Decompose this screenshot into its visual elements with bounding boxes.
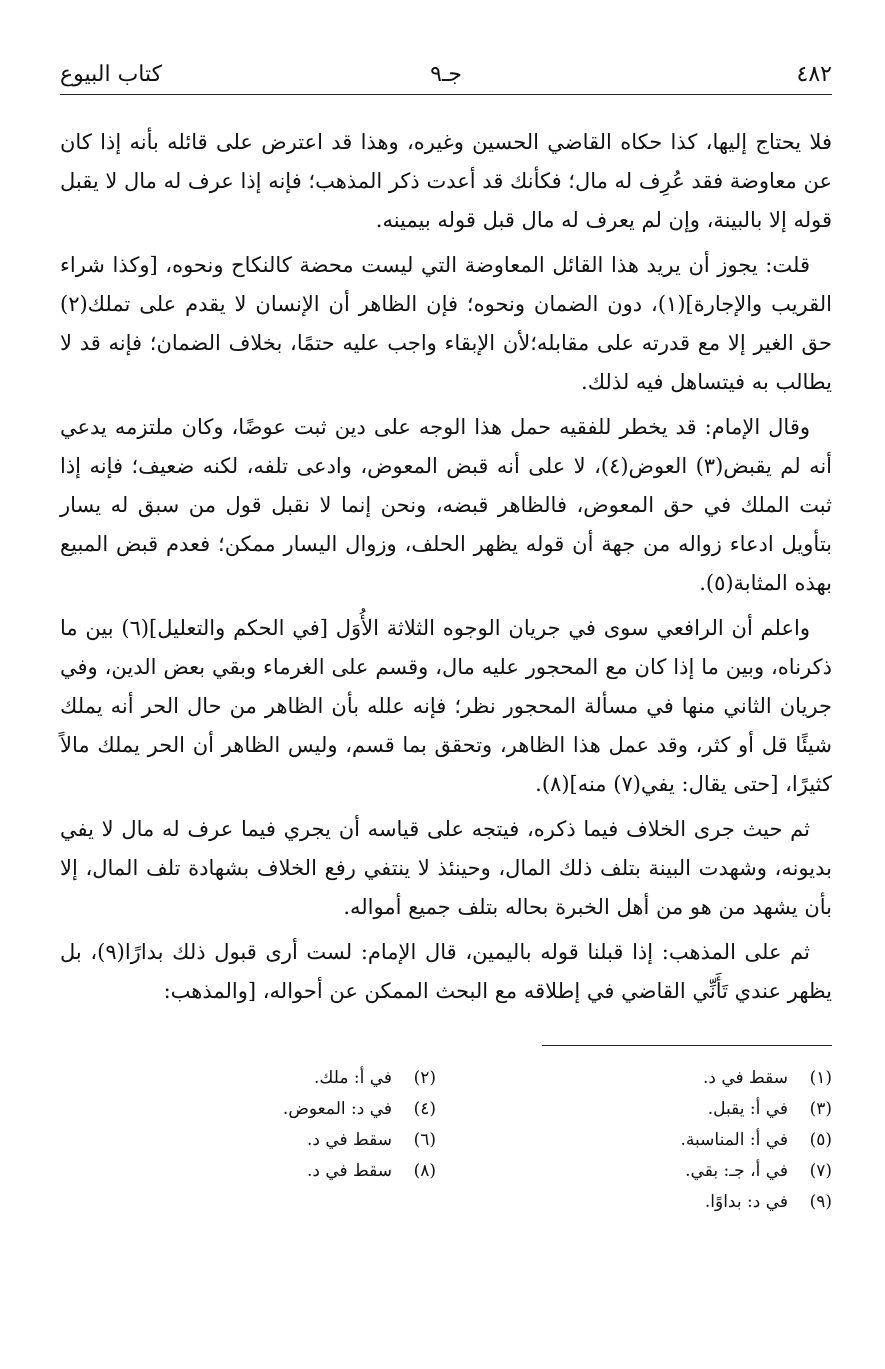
footnote-number: (٣) [809,1099,832,1119]
footnote [456,1157,832,1185]
footnote [456,1064,832,1092]
paragraph: قلت: يجوز أن يريد هذا القائل المعاوضة التي ليست محضة كالنكاح ونحوه، [وكذا شراء القريب والإجارة](١)، دون الضمان ونحوه؛ فإن الظاهر أن الإنسان لا يقدم على تملك(٢) حق الغير إلا مع قدرته على مقابله؛لأن الإبقاء واجب عليه حتمًا، بخلاف الضمان؛ فإنه قد لا يطالب به فيتساهل فيه لذلك. [60,253,832,394]
footnote-text: سقط في د. [306,1130,392,1150]
footnote-number: (١) [809,1068,832,1088]
footnote-text: في د: المعوض. [282,1099,392,1119]
footnote [60,1126,436,1154]
footnote [456,1188,832,1216]
footnote-number: (٥) [809,1130,832,1150]
footnote [60,1157,436,1185]
footnote-text: في أ: المناسبة. [680,1130,788,1150]
footnote-text: في د: بداوًا. [704,1192,788,1212]
volume-label: جـ٩ [430,62,462,87]
footnotes [60,1064,832,1216]
footnote-number: (٦) [413,1130,436,1150]
page-number: ٤٨٢ [796,62,832,87]
footnote-text: في أ: يقبل. [707,1099,788,1119]
paragraph: فلا يحتاج إليها، كذا حكاه القاضي الحسين وغيره، وهذا قد اعترض على قائله بأنه إذا كان عن معاوضة فقد عُرِف له مال؛ فكأنك قد أعدت ذكر المذهب؛ فإنه إذا عرف له مال لا يقبل قوله إلا بالبينة، وإن لم يعرف له مال قبل قوله بيمينه. [59,130,832,232]
footnote-number: (٩) [809,1192,832,1212]
paragraph: ثم حيث جرى الخلاف فيما ذكره، فيتجه على قياسه أن يجري فيما عرف له مال لا يفي بديونه، وشهدت البينة بتلف ذلك المال، وحينئذ لا ينتفي رفع الخلاف بشهادة تلف المال، إلا بأن يشهد من هو من أهل الخبرة بحاله بتلف جميع أمواله. [60,817,832,919]
footnote-text: سقط في د. [306,1161,392,1181]
footnote-number: (٧) [809,1161,832,1181]
footnote [456,1126,832,1154]
footnote-text: في أ: ملك. [313,1068,392,1088]
paragraph: وقال الإمام: قد يخطر للفقيه حمل هذا الوجه على دين ثبت عوضًا، وكان ملتزمه يدعي أنه لم يقبض(٣) العوض(٤)، لا على أنه قبض المعوض، وادعى تلفه، لكنه ضعيف؛ فإنه إذا ثبت الملك في حق المعوض، فالظاهر قبضه، ونحن إنما لا نقبل قول من سبق له يسار بتأويل ادعاء زواله من جهة أن قوله يظهر الحلف، وزوال اليسار ممكن؛ فعدم قبض المبيع بهذه المثابة(٥). [60,415,833,595]
footnote [60,1095,436,1123]
footnote-number: (٨) [413,1161,436,1181]
main-text [60,123,832,1011]
footnote [60,1064,436,1092]
footnote-text: سقط في د. [702,1068,788,1088]
running-header [60,58,832,95]
footnote-number: (٤) [413,1099,436,1119]
footnote-divider [542,1045,832,1046]
book-title: كتاب البيوع [60,62,163,87]
paragraph: ثم على المذهب: إذا قبلنا قوله باليمين، قال الإمام: لست أرى قبول ذلك بدارًا(٩)، بل يظهر عندي تَأَنِّي القاضي في إطلاقه مع البحث الممكن عن أحواله، [والمذهب: [60,940,832,1003]
paragraph: واعلم أن الرافعي سوى في جريان الوجوه الثلاثة الأُوَل [في الحكم والتعليل](٦) بين ما ذكرناه، وبين ما إذا كان مع المحجور عليه مال، وقسم على الغرماء وبقي بعض الدين، وفي جريان الثاني منها في مسألة المحجور نظر؛ فإنه علله بأن الظاهر من حال الحر أنه يملك شيئًا قل أو كثر، وقد عمل هذا الظاهر، وتحقق بما قسم، وليس الظاهر أن الحر يملك مالاً كثيرًا، [حتى يقال: يفي(٧) منه](٨). [60,616,832,796]
footnote-text: في أ، جـ: بقي. [685,1161,788,1181]
footnote-number: (٢) [413,1068,436,1088]
footnote [456,1095,832,1123]
document-page [60,58,832,1348]
